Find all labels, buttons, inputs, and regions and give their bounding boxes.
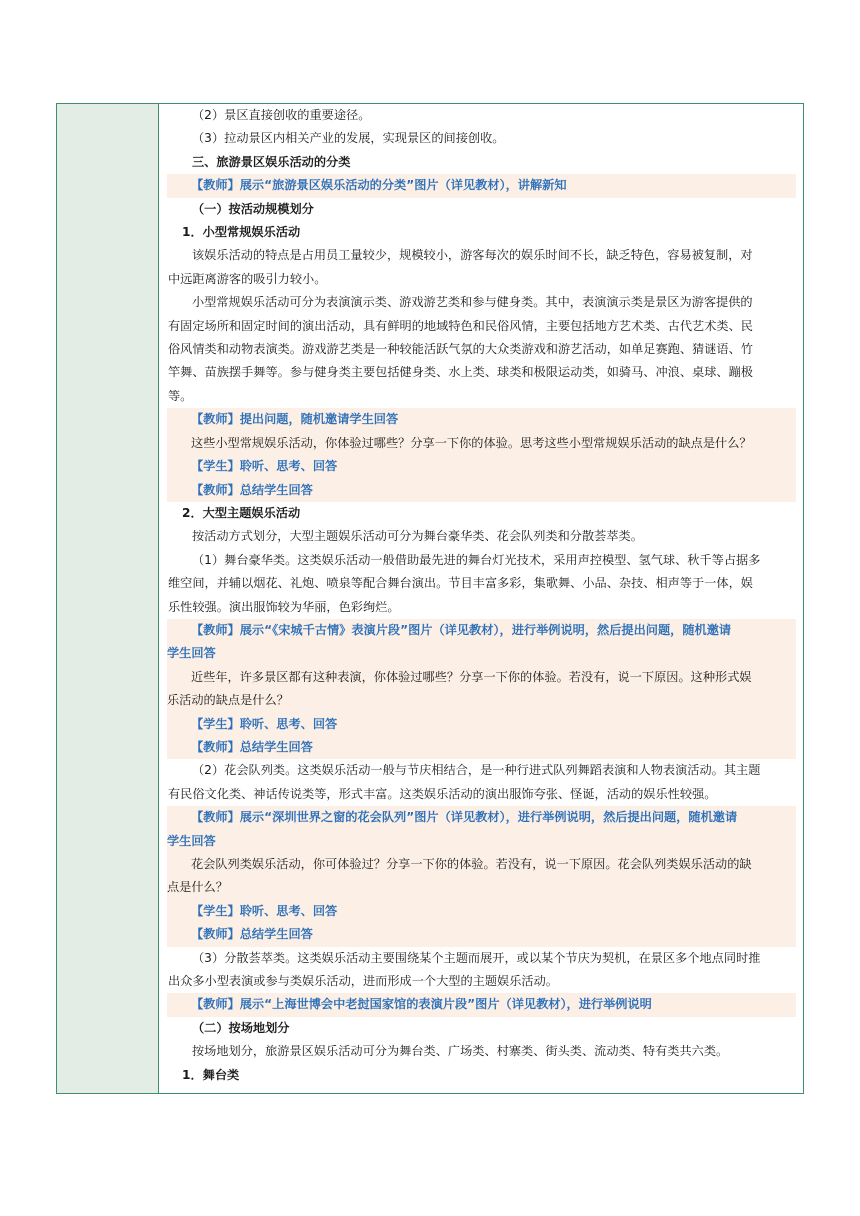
body-text: 俗风情类和动物表演类。游戏游艺类是一种较能活跃气氛的大众类游戏和游艺活动，如单足赛跑、猜谜语、竹 [168, 342, 753, 357]
text-line [167, 689, 796, 712]
text-line [168, 291, 795, 314]
text-line [167, 993, 796, 1016]
section-heading: （一）按活动规模划分 [192, 201, 314, 216]
teacher-instruction: 【学生】聆听、思考、回答 [191, 459, 338, 474]
body-text: （3）拉动景区内相关产业的发展，实现景区的间接创收。 [192, 131, 505, 146]
text-line [167, 713, 796, 736]
text-line [168, 549, 795, 572]
text-line [168, 502, 795, 525]
text-line [168, 759, 795, 782]
text-line [167, 408, 796, 431]
section-heading: 三、旅游景区娱乐活动的分类 [192, 154, 351, 169]
text-line [167, 642, 796, 665]
body-text: 有固定场所和固定时间的演出活动，具有鲜明的地域特色和民俗风情，主要包括地方艺术类、古代艺术类、民 [168, 318, 753, 333]
question-text: 花会队列类娱乐活动，你可体验过？分享一下你的体验。若没有，说一下原因。花会队列类娱乐活动的缺 [191, 857, 752, 871]
teacher-instruction: 【学生】聆听、思考、回答 [191, 716, 338, 731]
body-text: （1）舞台豪华类。这类娱乐活动一般借助最先进的舞台灯光技术，采用声控模型、氢气球、秋千等占据多 [192, 552, 761, 567]
question-text: 这些小型常规娱乐活动，你体验过哪些？分享一下你的体验。思考这些小型常规娱乐活动的缺点是什么？ [191, 435, 752, 450]
content-cell [159, 104, 803, 1093]
body-text: （2）花会队列类。这类娱乐活动一般与节庆相结合，是一种行进式队列舞蹈表演和人物表演活动。其主题 [192, 763, 761, 778]
body-text: （3）分散荟萃类。这类娱乐活动主要围绕某个主题而展开，或以某个节庆为契机，在景区多个地点同时推 [192, 950, 761, 965]
teacher-instruction: 【教师】展示“旅游景区娱乐活动的分类”图片（详见教材），讲解新知 [191, 178, 567, 193]
text-line [168, 151, 795, 174]
teacher-instruction: 【教师】展示“《宋城千古情》表演片段”图片（详见教材），进行举例说明，然后提出问题，随机邀请 [191, 622, 732, 637]
body-text: 竿舞、苗族摆手舞等。参与健身类主要包括健身类、水上类、球类和极限运动类，如骑马、冲浪、桌球、蹦极 [168, 365, 753, 380]
teacher-instruction: 【学生】聆听、思考、回答 [191, 903, 338, 918]
text-line [167, 853, 796, 876]
text-line [168, 525, 795, 548]
text-line [167, 619, 796, 642]
text-line [168, 1040, 795, 1063]
body-text: 按活动方式划分，大型主题娱乐活动可分为舞台豪华类、花会队列类和分散荟萃类。 [192, 529, 643, 544]
text-line [168, 970, 795, 993]
question-text: 乐活动的缺点是什么？ [167, 693, 289, 708]
teacher-instruction: 【教师】总结学生回答 [191, 739, 313, 754]
text-line [167, 736, 796, 759]
teacher-instruction: 【教师】展示“上海世博会中老挝国家馆的表演片段”图片（详见教材），进行举例说明 [191, 997, 652, 1012]
section-heading: 2．大型主题娱乐活动 [182, 505, 301, 520]
section-heading: 1．舞台类 [182, 1067, 240, 1082]
text-line [167, 666, 796, 689]
text-line [168, 221, 795, 244]
lesson-table [56, 103, 804, 1094]
body-text: 中远距离游客的吸引力较小。 [168, 271, 327, 286]
text-line [167, 806, 796, 829]
teacher-instruction: 学生回答 [167, 646, 216, 661]
body-text: 小型常规娱乐活动可分为表演演示类、游戏游艺类和参与健身类。其中，表演演示类是景区为游客提供的 [192, 295, 753, 310]
left-column-cell [57, 104, 159, 1093]
question-text: 点是什么？ [167, 880, 228, 895]
teacher-instruction: 【教师】总结学生回答 [191, 482, 313, 497]
text-line [167, 876, 796, 899]
text-line [167, 830, 796, 853]
text-line [168, 947, 795, 970]
text-line [168, 596, 795, 619]
text-line [167, 455, 796, 478]
teacher-instruction: 【教师】总结学生回答 [191, 927, 313, 942]
body-text: 出众多小型表演或参与类娱乐活动，进而形成一个大型的主题娱乐活动。 [168, 974, 558, 989]
teacher-instruction: 【教师】提出问题，随机邀请学生回答 [191, 412, 399, 427]
text-line [168, 315, 795, 338]
text-line [167, 432, 796, 455]
section-heading: （二）按场地划分 [192, 1020, 290, 1035]
body-text: 按场地划分，旅游景区娱乐活动可分为舞台类、广场类、村寨类、街头类、流动类、特有类共六类。 [192, 1044, 729, 1059]
text-line [168, 127, 795, 150]
body-text: 等。 [168, 388, 193, 403]
text-line [167, 479, 796, 502]
text-line [168, 338, 795, 361]
body-text: 有民俗文化类、神话传说类等，形式丰富。这类娱乐活动的演出服饰夸张、怪诞，活动的娱乐性较强。 [168, 786, 717, 801]
text-line [167, 900, 796, 923]
text-line [167, 174, 796, 197]
text-line [168, 783, 795, 806]
body-text: 乐性较强。演出服饰较为华丽，色彩绚烂。 [168, 599, 400, 614]
text-line [168, 244, 795, 267]
text-line [168, 385, 795, 408]
section-heading: 1．小型常规娱乐活动 [182, 225, 301, 240]
body-text: 维空间，并辅以烟花、礼炮、喷泉等配合舞台演出。节目丰富多彩，集歌舞、小品、杂技、相声等于一体，娱 [168, 576, 753, 591]
text-line [168, 104, 795, 127]
text-line [168, 572, 795, 595]
teacher-instruction: 学生回答 [167, 833, 216, 848]
text-line [168, 198, 795, 221]
body-text: 该娱乐活动的特点是占用员工量较少，规模较小，游客每次的娱乐时间不长，缺乏特色，容易被复制，对 [192, 248, 753, 263]
teacher-instruction: 【教师】展示“深圳世界之窗的花会队列”图片（详见教材），进行举例说明，然后提出问题，随机邀请 [191, 810, 738, 825]
text-line [168, 1017, 795, 1040]
text-line [168, 361, 795, 384]
text-line [167, 923, 796, 946]
body-text: （2）景区直接创收的重要途径。 [192, 108, 371, 122]
text-line [168, 268, 795, 291]
text-line [168, 1064, 795, 1087]
question-text: 近些年，许多景区都有这种表演，你体验过哪些？分享一下你的体验。若没有，说一下原因。这种形式娱 [191, 669, 752, 684]
